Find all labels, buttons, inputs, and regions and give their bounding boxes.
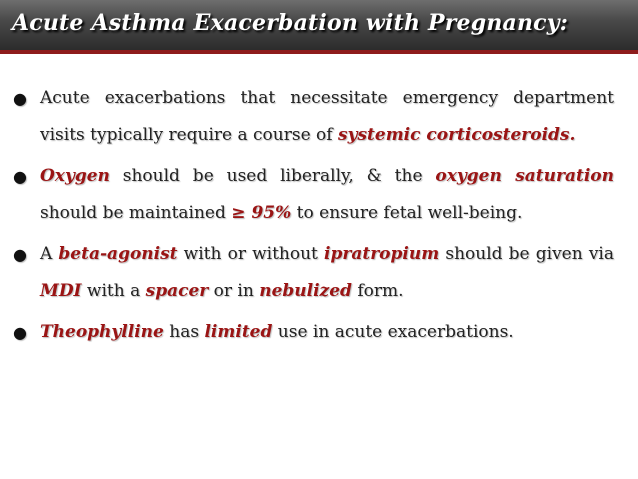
highlighted-term: nebulized [259,281,352,301]
bullet-text: with or without [177,244,325,264]
highlighted-term: ipratropium [324,244,440,264]
bullet-text: should be given via [439,244,615,264]
bullet-text: Acute exacerbations that necessitate emergency department visits typically require a course of [40,88,614,145]
title-divider [0,50,638,54]
highlighted-term: systemic corticosteroids. [338,125,576,145]
bullet-item [0,158,638,232]
slide-title: Acute Asthma Exacerbation with Pregnancy: [12,10,569,36]
bullet-text: to ensure fetal well-being. [291,203,523,223]
bullet-text: A [40,244,59,264]
bullet-text: has [163,322,205,342]
highlighted-term: oxygen saturation [435,166,614,186]
bullet-text: use in acute exacerbations. [272,322,514,342]
bullet-text: form. [351,281,404,301]
title-bar [0,0,638,50]
bullet-list [0,80,638,355]
highlighted-term: Theophylline [40,322,164,342]
bullet-dot-icon: ● [13,89,27,108]
bullet-text: should be maintained [40,203,232,223]
bullet-dot-icon: ● [13,245,27,264]
bullet-dot-icon: ● [13,167,27,186]
highlighted-term: limited [204,322,273,342]
highlighted-term: beta-agonist [58,244,178,264]
bullet-item [0,80,638,154]
highlighted-term: spacer [145,281,209,301]
highlighted-term: Oxygen [40,166,110,186]
highlighted-term: MDI [40,281,82,301]
bullet-item [0,314,638,351]
bullet-text: or in [208,281,260,301]
bullet-text: with a [81,281,146,301]
bullet-dot-icon: ● [13,323,27,342]
bullet-text: should be used liberally, & the [109,166,436,186]
bullet-item [0,236,638,310]
highlighted-term: ≥ 95% [231,203,292,223]
